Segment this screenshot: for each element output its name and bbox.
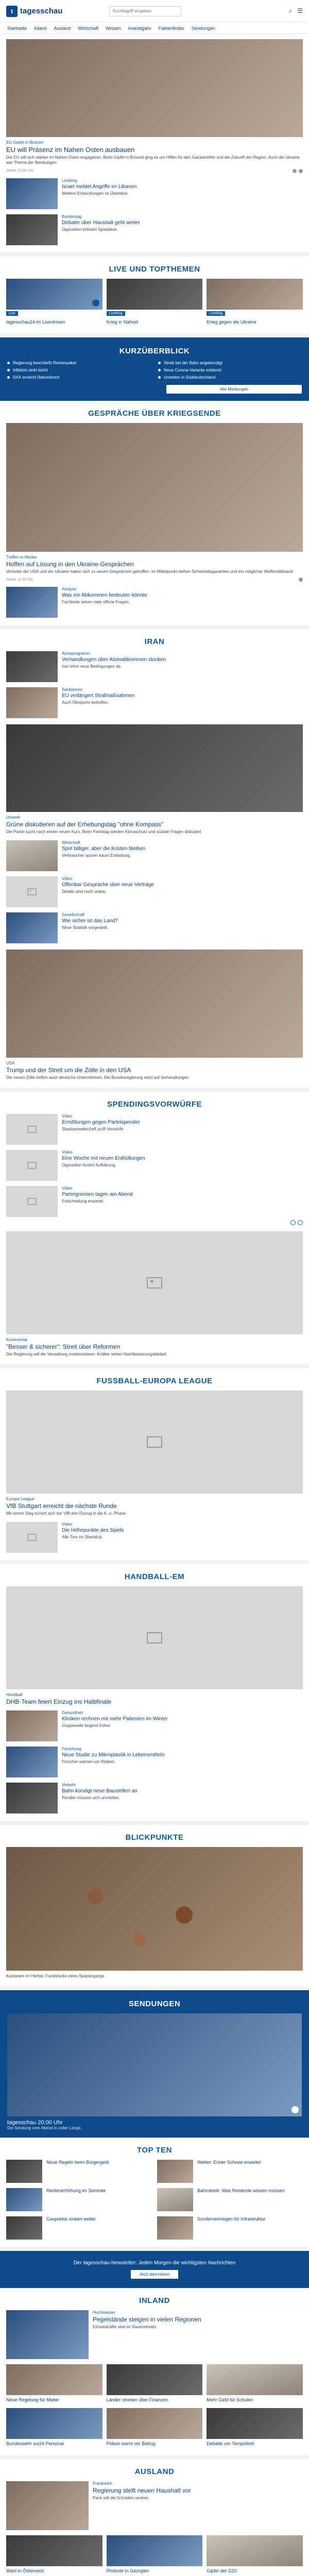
card[interactable] bbox=[207, 2408, 303, 2448]
kicker: Bundestag bbox=[62, 214, 82, 219]
teaser-image bbox=[207, 2408, 303, 2439]
video-placeholder[interactable] bbox=[6, 1391, 303, 1494]
feature-image[interactable] bbox=[6, 724, 303, 812]
iran-section bbox=[0, 629, 309, 1092]
teaser-image bbox=[6, 651, 58, 682]
image-icon bbox=[27, 1532, 37, 1543]
teaser-image bbox=[157, 2216, 193, 2240]
image-icon bbox=[146, 1274, 163, 1292]
video-placeholder bbox=[6, 1150, 58, 1181]
headline: Rentenerhöhung im Sommer bbox=[46, 2188, 106, 2194]
headline: Proteste in Georgien bbox=[106, 2568, 149, 2574]
headline: Gipfel der G20 bbox=[207, 2568, 237, 2574]
list-item[interactable] bbox=[157, 2216, 303, 2240]
card[interactable] bbox=[207, 2364, 303, 2404]
headline: Ermittlungen gegen Parteispender bbox=[62, 1119, 140, 1125]
teaser: Einsatzkräfte sind im Dauereinsatz. bbox=[93, 2325, 158, 2330]
video-placeholder bbox=[6, 1522, 58, 1553]
ticker-section bbox=[0, 337, 309, 401]
kicker: Video bbox=[62, 1521, 73, 1527]
headline[interactable]: Grüne diskutieren auf der Erhebungstag "ohne Kompass" bbox=[6, 821, 164, 828]
headline: Regierung stellt neuen Haushalt vor bbox=[93, 2487, 191, 2495]
ticker-item[interactable] bbox=[158, 375, 302, 380]
image-icon bbox=[146, 1629, 163, 1647]
teaser: Mit einem Sieg sichert sich der VfB den Einzug in die K.-o.-Phase. bbox=[6, 1511, 127, 1516]
kicker: Europa League bbox=[6, 1497, 35, 1502]
teaser: Weitere Entwicklungen im Überblick. bbox=[62, 191, 129, 196]
nav-item[interactable]: Startseite bbox=[7, 25, 27, 31]
teaser-image bbox=[207, 2364, 303, 2395]
teaser: Forscher warnen vor Risiken. bbox=[62, 1759, 116, 1764]
nav-item[interactable]: Sendungen bbox=[191, 25, 215, 31]
header-icons bbox=[289, 7, 303, 15]
headline[interactable]: DHB-Team feiert Einzug ins Halbfinale bbox=[6, 1698, 112, 1705]
teaser-image bbox=[6, 2535, 102, 2566]
bullet-icon bbox=[158, 369, 161, 371]
search-icon[interactable]: ⌕ bbox=[288, 7, 293, 14]
main-nav bbox=[0, 23, 309, 34]
list-item[interactable] bbox=[6, 912, 303, 943]
list-item[interactable] bbox=[6, 1114, 303, 1145]
kicker: Umwelt bbox=[6, 815, 20, 820]
teaser-image bbox=[6, 1747, 58, 1777]
teaser: Die neuen Zölle treffen auch deutsche Unternehmen. Die Bundesregierung setzt auf Verhandlungen. bbox=[6, 1075, 190, 1080]
image-icon bbox=[27, 1124, 37, 1134]
bullet-icon bbox=[158, 362, 161, 364]
headline: Sondervermögen für Infrastruktur bbox=[197, 2216, 266, 2222]
hero-kicker: EU-Gipfel in Brüssel bbox=[6, 140, 44, 145]
headline: Sprit billiger, aber die Kosten bleiben bbox=[62, 845, 146, 852]
teaser-image bbox=[6, 2160, 42, 2183]
headline: Pegelstände steigen in vielen Regionen bbox=[93, 2316, 201, 2324]
newsletter-text: Der tagesschau-Newsletter: Jeden Morgen die wichtigsten Nachrichten bbox=[73, 2260, 236, 2266]
card[interactable] bbox=[107, 2535, 203, 2575]
live-card[interactable] bbox=[107, 279, 203, 326]
teaser-image bbox=[207, 2535, 303, 2566]
section-title: SPENDINGSVORWÜRFE bbox=[107, 1099, 202, 1109]
section-title: KURZÜBERBLICK bbox=[119, 346, 190, 355]
list-item[interactable] bbox=[6, 840, 303, 871]
headline: Offenbar Gespräche über neue Verträge bbox=[62, 882, 154, 888]
live-card[interactable] bbox=[6, 279, 102, 326]
live-section bbox=[0, 257, 309, 337]
spending-section bbox=[0, 1092, 309, 1368]
football-section bbox=[0, 1368, 309, 1564]
kicker: Treffen in Alaska bbox=[6, 554, 37, 560]
list-item[interactable] bbox=[6, 2160, 152, 2183]
image-icon bbox=[27, 887, 37, 897]
teaser: Iran lehnt neue Bedingungen ab. bbox=[62, 664, 122, 669]
headline: Krieg in Nahost bbox=[106, 319, 139, 325]
bullet-icon bbox=[7, 369, 10, 371]
headline: Kliniken rechnen mit mehr Patienten im Winter bbox=[62, 1716, 168, 1722]
hero-teaser: Die EU will sich stärker im Nahen Osten engagieren. Beim Gipfel in Brüssel ging es um Hilfen für den Gazastreifen und die Zukunft der Region. Auch die Ukraine war Thema der Beratungen. bbox=[6, 155, 300, 165]
kicker: Frankreich bbox=[93, 2481, 112, 2486]
list-item[interactable] bbox=[6, 2481, 303, 2530]
list-item[interactable] bbox=[6, 178, 303, 209]
share-icon[interactable] bbox=[293, 169, 297, 173]
pager bbox=[6, 1220, 303, 1225]
ticker-item[interactable] bbox=[7, 368, 151, 372]
teaser-image bbox=[6, 214, 58, 245]
list-item[interactable] bbox=[6, 2310, 303, 2359]
ticker-text: Streik bei der Bahn angekündigt bbox=[164, 360, 222, 365]
search-input[interactable] bbox=[109, 6, 181, 16]
nav-item[interactable]: Wirtschaft bbox=[78, 25, 99, 31]
bullet-icon bbox=[7, 376, 10, 379]
feature-image[interactable] bbox=[6, 950, 303, 1058]
live-badge: Liveblog bbox=[107, 311, 125, 316]
teaser: Entscheidung erwartet. bbox=[62, 1198, 104, 1204]
menu-icon[interactable]: ☰ bbox=[297, 7, 303, 14]
teaser-image bbox=[107, 2364, 203, 2395]
play-icon[interactable] bbox=[291, 2106, 299, 2113]
section-title: FUSSBALL-EUROPA LEAGUE bbox=[96, 1377, 213, 1386]
card[interactable] bbox=[207, 2535, 303, 2575]
live-badge: Liveblog bbox=[207, 311, 225, 316]
nav-item[interactable]: Inland bbox=[34, 25, 47, 31]
kicker: Liveblog bbox=[62, 178, 77, 183]
headline[interactable]: Hoffen auf Lösung in den Ukraine-Gesprächen bbox=[6, 560, 134, 568]
teaser-image bbox=[6, 687, 58, 718]
teaser: Vertreter der USA und der Ukraine haben sich zu neuen Gesprächen getroffen. Im Mittelpunkt stehen Sicherheitsgarantien und ein möglicher Waffenstillstand. bbox=[6, 569, 294, 574]
list-item[interactable] bbox=[157, 2160, 303, 2183]
video-placeholder bbox=[6, 876, 58, 907]
logo-mark: t bbox=[6, 6, 18, 17]
teaser: Details sind noch unklar. bbox=[62, 889, 107, 894]
kicker: Analyse bbox=[62, 587, 77, 592]
kicker: Handball bbox=[6, 1692, 23, 1697]
headline: Eine Woche mit neuen Enthüllungen bbox=[62, 1155, 145, 1161]
nav-item[interactable]: Ausland bbox=[54, 25, 71, 31]
ticker-text: Regierung beschließt Rentenpaket bbox=[13, 360, 77, 365]
play-icon[interactable] bbox=[92, 299, 99, 307]
teaser: Opposition fordert Aufklärung. bbox=[62, 1162, 116, 1167]
share-buttons bbox=[293, 169, 303, 173]
headline[interactable]: tagesschau 20:00 Uhr bbox=[7, 2120, 63, 2126]
newsletter-section bbox=[0, 2251, 309, 2288]
list-item[interactable] bbox=[6, 2188, 152, 2211]
bullet-icon bbox=[7, 362, 10, 364]
teaser-image bbox=[6, 2364, 102, 2395]
list-item[interactable] bbox=[6, 1150, 303, 1181]
card[interactable] bbox=[6, 2408, 102, 2448]
bullet-icon bbox=[158, 376, 161, 379]
teaser-image bbox=[6, 840, 58, 871]
headline: Was ein Abkommen bedeuten könnte bbox=[62, 592, 147, 599]
card[interactable] bbox=[6, 2535, 102, 2575]
video-placeholder bbox=[6, 1114, 58, 1145]
teaser-image bbox=[6, 2216, 42, 2240]
teaser: Die Sendung vom Abend in voller Länge. bbox=[7, 2126, 82, 2131]
ausland-section bbox=[0, 2459, 309, 2576]
ticker-text: DAX erreicht Rekordhoch bbox=[13, 375, 60, 380]
kicker: Atomprogramm bbox=[62, 651, 91, 656]
kicker: USA bbox=[6, 1060, 15, 1065]
section-title: LIVE UND TOPTHEMEN bbox=[109, 264, 200, 274]
timestamp: Stand: 12:30 Uhr bbox=[6, 169, 33, 173]
teaser-image bbox=[6, 2188, 42, 2211]
video-placeholder[interactable] bbox=[6, 1586, 303, 1689]
teaser: Pendler müssen sich umstellen. bbox=[62, 1795, 120, 1800]
headline: Krieg gegen die Ukraine bbox=[207, 319, 256, 325]
headline: Wie sicher ist das Land? bbox=[62, 918, 118, 924]
caption: Kastanien im Herbst: Fundstücke eines Spaziergangs bbox=[6, 1973, 105, 1978]
next-button[interactable] bbox=[298, 1220, 303, 1225]
list-item[interactable] bbox=[6, 687, 303, 718]
video-placeholder bbox=[6, 1186, 58, 1217]
teaser: Neue Statistik vorgestellt. bbox=[62, 925, 109, 930]
list-item[interactable] bbox=[6, 1522, 303, 1553]
section-title: AUSLAND bbox=[134, 2467, 175, 2477]
headline: Verhandlungen über Atomabkommen stocken bbox=[62, 657, 166, 663]
video-placeholder[interactable] bbox=[6, 1231, 303, 1334]
nav-item[interactable]: Investigativ bbox=[128, 25, 151, 31]
kicker: Verkehr bbox=[62, 1782, 76, 1787]
teaser: Grippewelle beginnt früher. bbox=[62, 1723, 111, 1728]
headline[interactable]: "Besser & sicherer": Streit über Reformen bbox=[6, 1343, 121, 1350]
live-badge: Live bbox=[6, 311, 18, 316]
teaser-image bbox=[157, 2188, 193, 2211]
teaser-image bbox=[6, 587, 58, 618]
list-item[interactable] bbox=[6, 1710, 303, 1741]
headline: Wetter: Erster Schnee erwartet bbox=[197, 2160, 261, 2165]
teaser-image bbox=[6, 2481, 89, 2530]
list-item[interactable] bbox=[6, 651, 303, 682]
teaser: Verbraucher spüren kaum Entlastung. bbox=[62, 853, 131, 858]
logo[interactable] bbox=[6, 6, 63, 17]
ticker-item[interactable] bbox=[7, 361, 151, 365]
hero-headline[interactable]: EU will Präsenz im Nahen Osten ausbauen bbox=[6, 146, 135, 154]
card[interactable] bbox=[107, 2364, 203, 2404]
headline: Neue Regeln beim Bürgergeld bbox=[46, 2160, 109, 2165]
list-item[interactable] bbox=[6, 876, 303, 907]
kicker: Video bbox=[62, 1149, 73, 1155]
teaser: Auch Ölexporte betroffen. bbox=[62, 700, 109, 705]
site-header bbox=[0, 0, 309, 23]
kicker: Video bbox=[62, 1185, 73, 1191]
headline: Mehr Geld für Schulen bbox=[207, 2397, 253, 2403]
section-title: BLICKPUNKTE bbox=[125, 1833, 184, 1842]
live-image bbox=[107, 279, 203, 310]
headline: Parteigremien tagen am Abend bbox=[62, 1191, 133, 1197]
kicker: Hochwasser bbox=[93, 2310, 116, 2315]
headline[interactable]: VfB Stuttgart erreicht die nächste Runde bbox=[6, 1502, 117, 1510]
live-card[interactable] bbox=[207, 279, 303, 326]
headline: tagesschau24 im Livestream bbox=[6, 319, 65, 325]
headline: Neue Studie zu Mikroplastik in Lebensmitteln bbox=[62, 1752, 165, 1758]
teaser-image bbox=[6, 1783, 58, 1814]
section-title: SENDUNGEN bbox=[128, 1999, 181, 2009]
headline: Die Höhepunkte des Spiels bbox=[62, 1527, 124, 1533]
handball-section bbox=[0, 1564, 309, 1825]
timestamp: Stand: 11:45 Uhr bbox=[6, 578, 33, 582]
headline: Gaspreise sinken weiter bbox=[46, 2216, 96, 2222]
teaser-image bbox=[6, 2408, 102, 2439]
blickpunkte-section bbox=[0, 1825, 309, 1990]
teaser-image bbox=[6, 912, 58, 943]
headline: Debatte um Tempolimit bbox=[207, 2441, 254, 2447]
teaser-image bbox=[6, 2310, 89, 2359]
list-item[interactable] bbox=[6, 1186, 303, 1217]
list-item[interactable] bbox=[6, 587, 303, 618]
list-item[interactable] bbox=[6, 1747, 303, 1777]
subscribe-button[interactable]: Jetzt abonnieren bbox=[131, 2270, 178, 2279]
all-news-button[interactable]: Alle Meldungen bbox=[166, 385, 302, 394]
kicker: Video bbox=[62, 876, 73, 881]
teaser: Fachleute sehen viele offene Fragen. bbox=[62, 600, 130, 605]
list-item[interactable] bbox=[6, 214, 303, 245]
card[interactable] bbox=[6, 2364, 102, 2404]
teaser: Staatsanwaltschaft prüft Vorwürfe. bbox=[62, 1126, 125, 1131]
teaser-image bbox=[157, 2160, 193, 2183]
kicker: Forschung bbox=[62, 1746, 81, 1751]
nav-item[interactable]: Wissen bbox=[106, 25, 121, 31]
list-item[interactable] bbox=[6, 2216, 152, 2240]
headline: Neue Regelung für Mieter bbox=[6, 2397, 60, 2403]
section-title: TOP TEN bbox=[137, 2146, 172, 2155]
sendungen-section bbox=[0, 1990, 309, 2138]
section-title: GESPRÄCHE ÜBER KRIEGSENDE bbox=[88, 409, 221, 418]
kicker: Kommentar bbox=[6, 1337, 28, 1342]
ticker-item[interactable] bbox=[7, 375, 151, 380]
kicker: Video bbox=[62, 1113, 73, 1118]
teaser-image bbox=[107, 2408, 203, 2439]
hero-meta bbox=[6, 169, 303, 173]
kicker: Gesellschaft bbox=[62, 912, 85, 917]
headline: Polizei warnt vor Betrug bbox=[106, 2441, 156, 2447]
list-item[interactable] bbox=[6, 1783, 303, 1814]
headline: Israel meldet Angriffe im Libanon bbox=[62, 183, 137, 190]
ticker-text: Neue Corona-Variante entdeckt bbox=[164, 367, 221, 372]
talks-image[interactable] bbox=[6, 423, 303, 552]
teaser: Opposition kritisiert Sparpläne. bbox=[62, 227, 118, 232]
share-icon[interactable] bbox=[299, 578, 303, 582]
live-image bbox=[207, 279, 303, 310]
teaser: Paris will die Schulden senken. bbox=[93, 2496, 150, 2501]
headline: Debatte über Haushalt geht weiter bbox=[62, 219, 140, 226]
ticker-text: Inflation sinkt leicht bbox=[13, 367, 48, 372]
headline: Bahn kündigt neue Baustellen an bbox=[62, 1788, 138, 1794]
logo-text: tagesschau bbox=[20, 7, 63, 15]
prev-button[interactable] bbox=[290, 1220, 296, 1225]
hero-image[interactable] bbox=[6, 39, 303, 137]
ticker-item[interactable] bbox=[158, 368, 302, 372]
headline[interactable]: Trump und der Streit um die Zölle in den USA bbox=[6, 1066, 131, 1074]
kicker: Gesundheit bbox=[62, 1710, 83, 1715]
hero-section bbox=[0, 34, 309, 257]
inland-section bbox=[0, 2288, 309, 2459]
topten-section bbox=[0, 2138, 309, 2251]
nav-item[interactable]: Faktenfinder bbox=[158, 25, 184, 31]
headline: Länder streiten über Finanzen bbox=[106, 2397, 168, 2403]
headline: Wahl in Österreich bbox=[6, 2568, 44, 2574]
ticker-item[interactable] bbox=[158, 361, 302, 365]
teaser: Die Partei sucht nach einem neuen Kurs. Beim Parteitag werden Klimaschutz und soziale Fragen diskutiert. bbox=[6, 829, 202, 835]
share-icon[interactable] bbox=[299, 169, 303, 173]
card[interactable] bbox=[107, 2408, 203, 2448]
blickpunkte-image[interactable] bbox=[6, 1847, 303, 1971]
sendungen-image[interactable] bbox=[7, 2013, 302, 2116]
ticker-text: Unwetter in Süddeutschland bbox=[164, 375, 216, 380]
headline: Bundeswehr sucht Personal bbox=[6, 2441, 64, 2447]
teaser: Die Regierung will die Verwaltung modernisieren. Kritiker sehen Nachbesserungsbedarf. bbox=[6, 1351, 167, 1357]
image-icon bbox=[27, 1196, 37, 1207]
live-image bbox=[6, 279, 102, 310]
kicker: Wirtschaft bbox=[62, 840, 80, 845]
headline: Bahnstreik: Was Reisende wissen müssen bbox=[197, 2188, 285, 2194]
image-icon bbox=[27, 1160, 37, 1171]
teaser: Alle Tore im Überblick. bbox=[62, 1534, 103, 1539]
teaser-image bbox=[6, 1710, 58, 1741]
teaser-image bbox=[107, 2535, 203, 2566]
list-item[interactable] bbox=[157, 2188, 303, 2211]
talks-section bbox=[0, 401, 309, 629]
section-title: IRAN bbox=[144, 637, 165, 647]
section-title: HANDBALL-EM bbox=[124, 1572, 185, 1581]
image-icon bbox=[146, 1433, 163, 1451]
kicker: Sanktionen bbox=[62, 687, 83, 692]
teaser-image bbox=[6, 178, 58, 209]
headline: EU verlängert Strafmaßnahmen bbox=[62, 693, 135, 699]
section-title: INLAND bbox=[139, 2296, 170, 2306]
